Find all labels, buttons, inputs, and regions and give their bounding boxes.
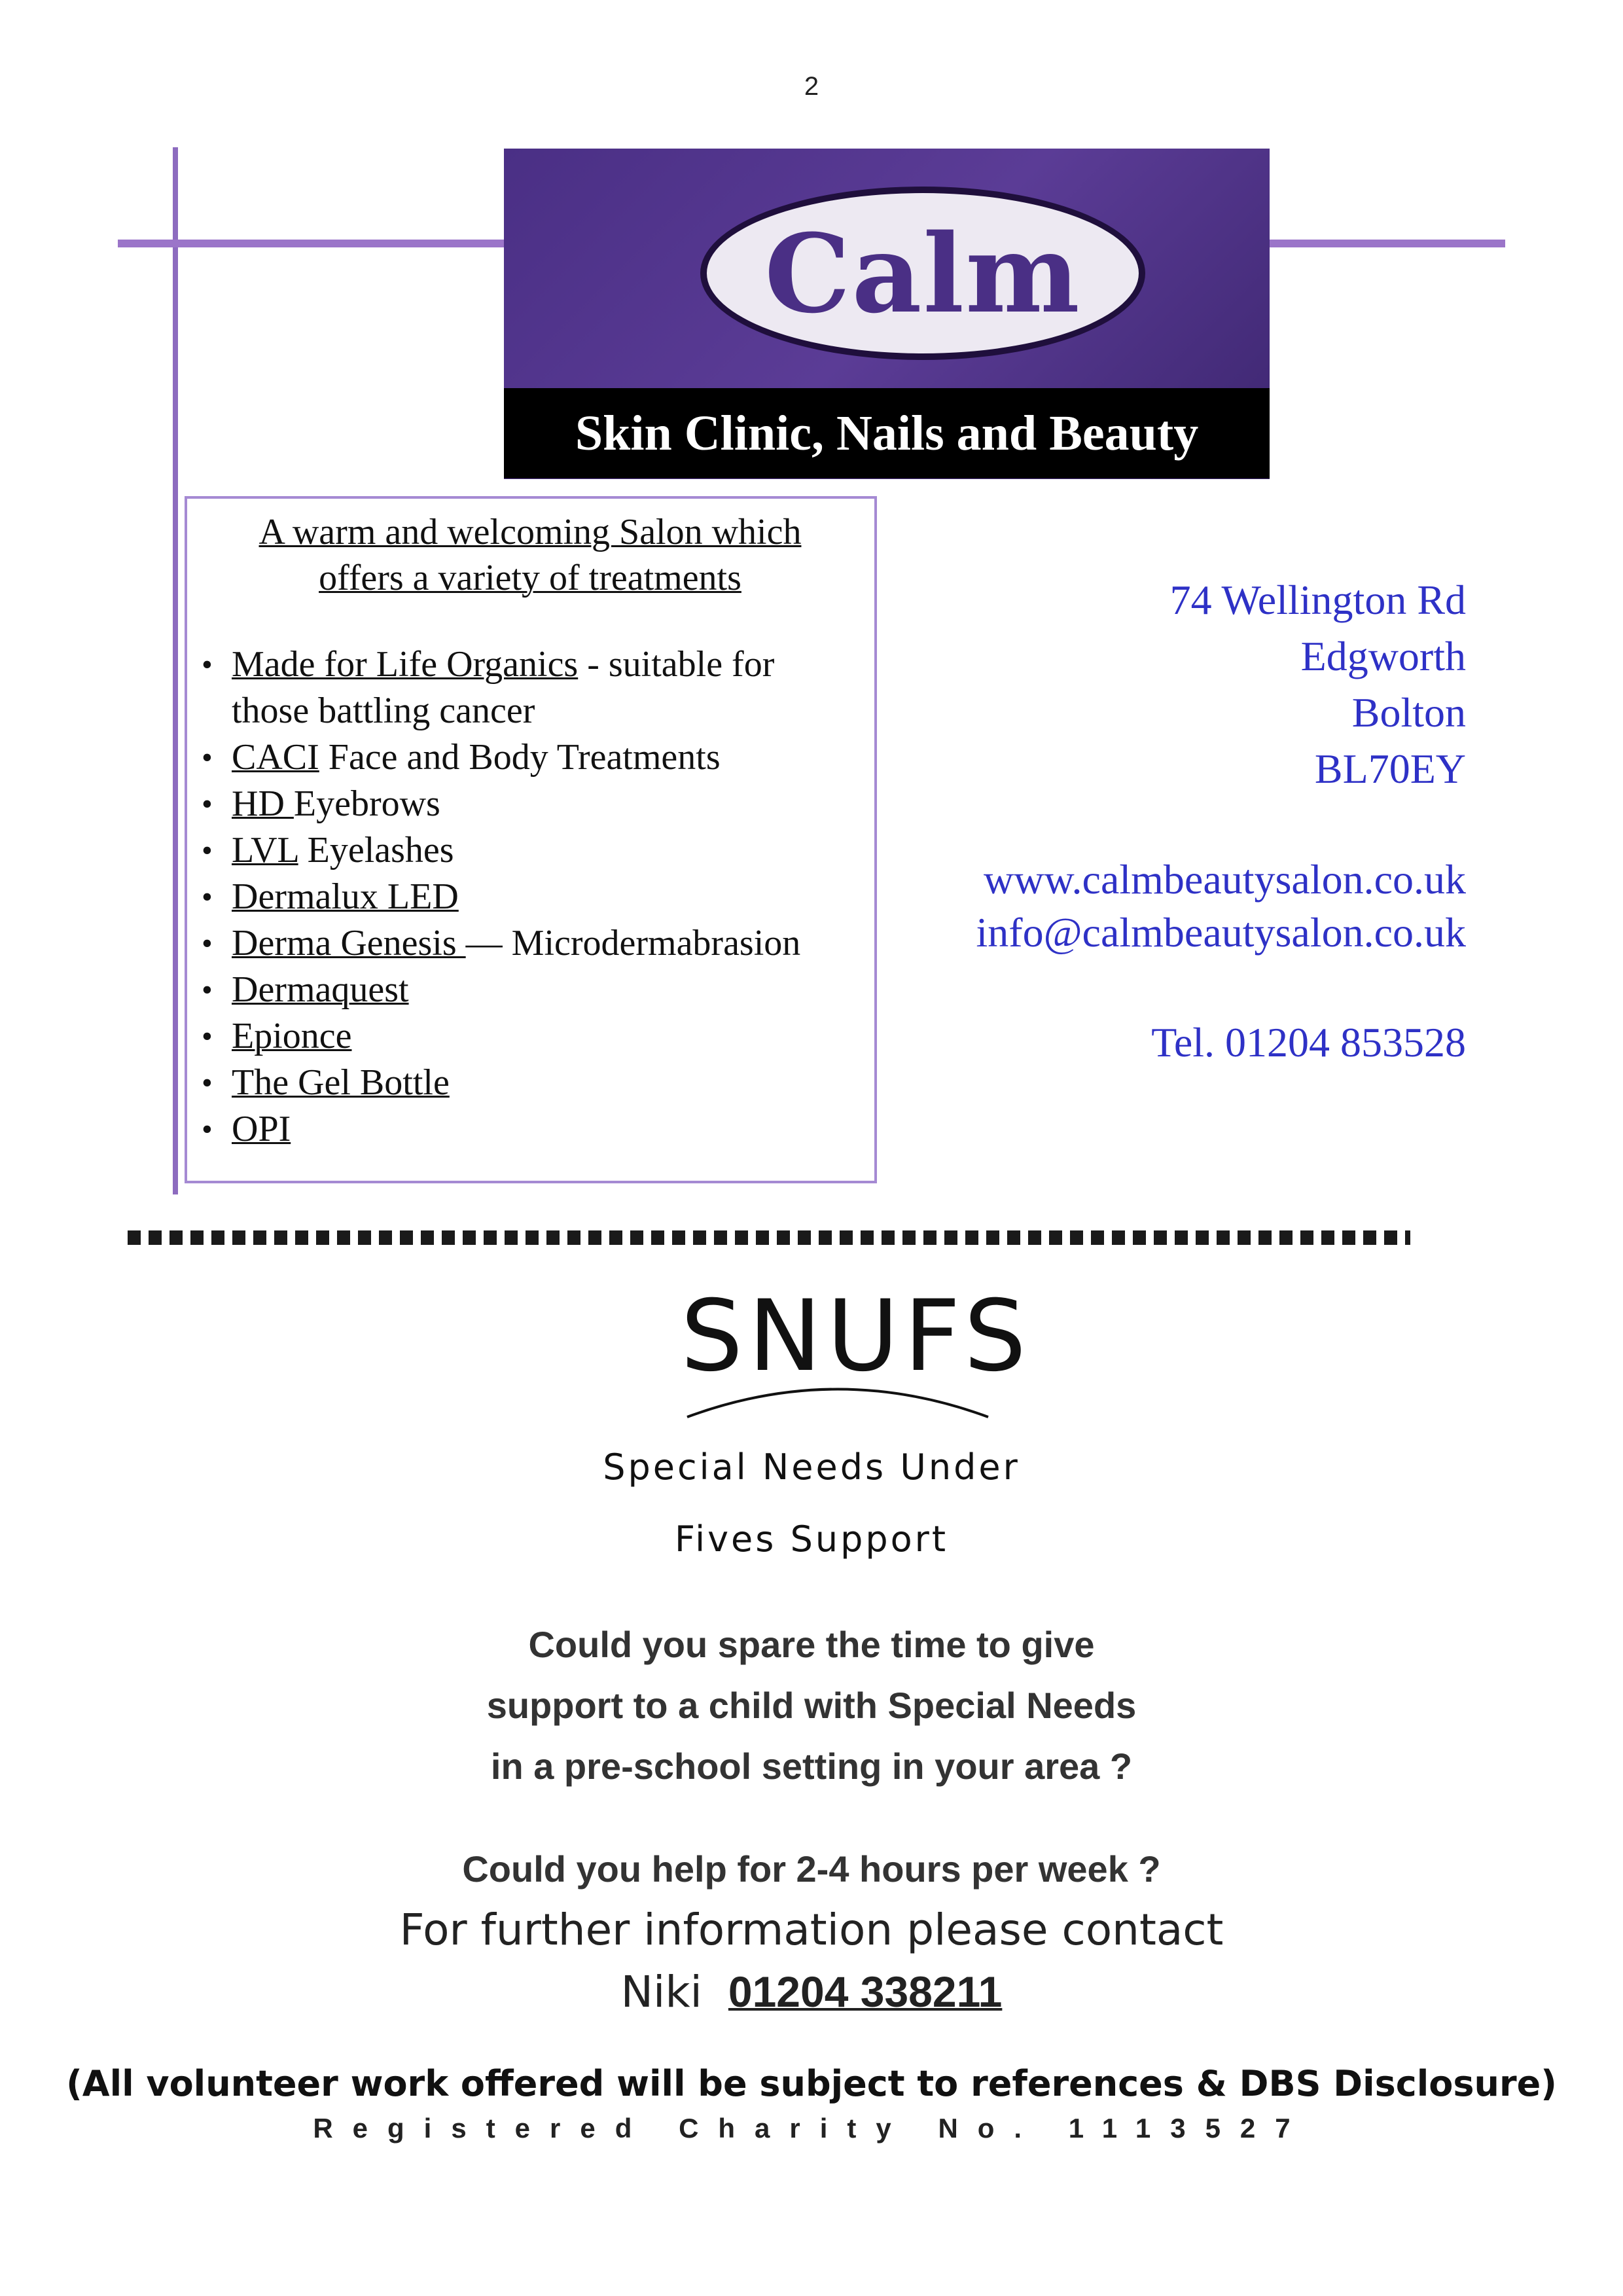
- address-line: Edgworth: [1300, 633, 1466, 679]
- service-name: Made for Life Organics: [232, 644, 579, 685]
- snufs-subtitle-line2: Fives Support: [674, 1518, 949, 1560]
- list-item: [196, 827, 877, 874]
- address-line: 74 Wellington Rd: [1169, 577, 1466, 623]
- page-number: 2: [804, 72, 819, 101]
- services-heading-line2: offers a variety of treatments: [319, 558, 741, 598]
- services-heading: [196, 509, 864, 601]
- service-desc: Eyebrows: [293, 783, 440, 824]
- service-desc: — Microdermabrasion: [465, 923, 801, 963]
- list-item: [196, 1013, 877, 1060]
- salon-tagline: Skin Clinic, Nails and Beauty: [575, 405, 1199, 461]
- charity-number: Registered Charity No. 1113527: [313, 2113, 1310, 2144]
- bullet-icon: •: [202, 647, 213, 682]
- service-name: CACI: [232, 737, 319, 778]
- salon-online: [812, 853, 1466, 959]
- salon-email-link[interactable]: info@calmbeautysalon.co.uk: [976, 909, 1466, 956]
- contact-intro: For further information please contact: [399, 1905, 1224, 1955]
- dashed-separator: [128, 1230, 1410, 1245]
- list-item: [196, 967, 877, 1013]
- bullet-icon: •: [202, 1019, 213, 1054]
- bullet-icon: •: [202, 1112, 213, 1147]
- service-name: HD: [232, 783, 294, 824]
- salon-website-link[interactable]: www.calmbeautysalon.co.uk: [984, 856, 1466, 903]
- list-item: [196, 688, 877, 734]
- service-name: Dermalux LED: [232, 876, 459, 917]
- bullet-icon: •: [202, 787, 213, 821]
- service-name: Dermaquest: [232, 969, 409, 1010]
- volunteer-disclaimer: (All volunteer work offered will be subject to references & DBS Disclosure): [66, 2063, 1557, 2104]
- list-item: [196, 781, 877, 827]
- salon-address: [812, 572, 1466, 797]
- snufs-logo-text: SNUFS: [681, 1280, 1032, 1393]
- address-line: Bolton: [1351, 689, 1466, 736]
- service-name: The Gel Bottle: [232, 1062, 450, 1103]
- list-item: [196, 874, 877, 920]
- bullet-icon: •: [202, 740, 213, 775]
- bullet-icon: •: [202, 973, 213, 1007]
- list-item: [196, 1106, 877, 1153]
- service-name: LVL: [232, 830, 298, 870]
- service-desc: Face and Body Treatments: [319, 737, 721, 778]
- list-item: [196, 734, 877, 781]
- snufs-logo-swoosh: [681, 1276, 1032, 1433]
- contact-phone: 01204 338211: [728, 1967, 1003, 2016]
- frame-vertical-line: [173, 147, 178, 1194]
- salon-logo-text: Calm: [764, 209, 1081, 337]
- service-name: Epionce: [232, 1016, 352, 1056]
- bullet-icon: •: [202, 926, 213, 961]
- service-name: OPI: [232, 1109, 291, 1149]
- bullet-icon: •: [202, 1066, 213, 1100]
- service-desc: Eyelashes: [298, 830, 454, 870]
- list-item: [196, 920, 877, 967]
- list-item: [196, 1060, 877, 1106]
- hours-question: Could you help for 2-4 hours per week ?: [462, 1848, 1161, 1890]
- services-heading-line1: A warm and welcoming Salon which: [259, 512, 802, 552]
- service-desc: - suitable for: [578, 644, 775, 685]
- frame-horizontal-line-left: [118, 240, 504, 247]
- appeal-line3: in a pre-school setting in your area ?: [490, 1746, 1133, 1787]
- bullet-icon: •: [202, 833, 213, 868]
- frame-horizontal-line-right: [1266, 240, 1505, 247]
- service-desc: those battling cancer: [232, 691, 535, 731]
- contact-line: [0, 1967, 1623, 2017]
- service-name: Derma Genesis: [232, 923, 466, 963]
- salon-phone: Tel. 01204 853528: [1151, 1019, 1466, 1066]
- address-line: BL70EY: [1314, 745, 1466, 792]
- snufs-subtitle-line1: Special Needs Under: [603, 1446, 1020, 1488]
- appeal-line1: Could you spare the time to give: [528, 1624, 1095, 1665]
- contact-name: Niki: [620, 1967, 702, 2017]
- services-list: [196, 641, 877, 1153]
- list-item: [196, 641, 877, 688]
- bullet-icon: •: [202, 880, 213, 914]
- appeal-line2: support to a child with Special Needs: [486, 1685, 1137, 1726]
